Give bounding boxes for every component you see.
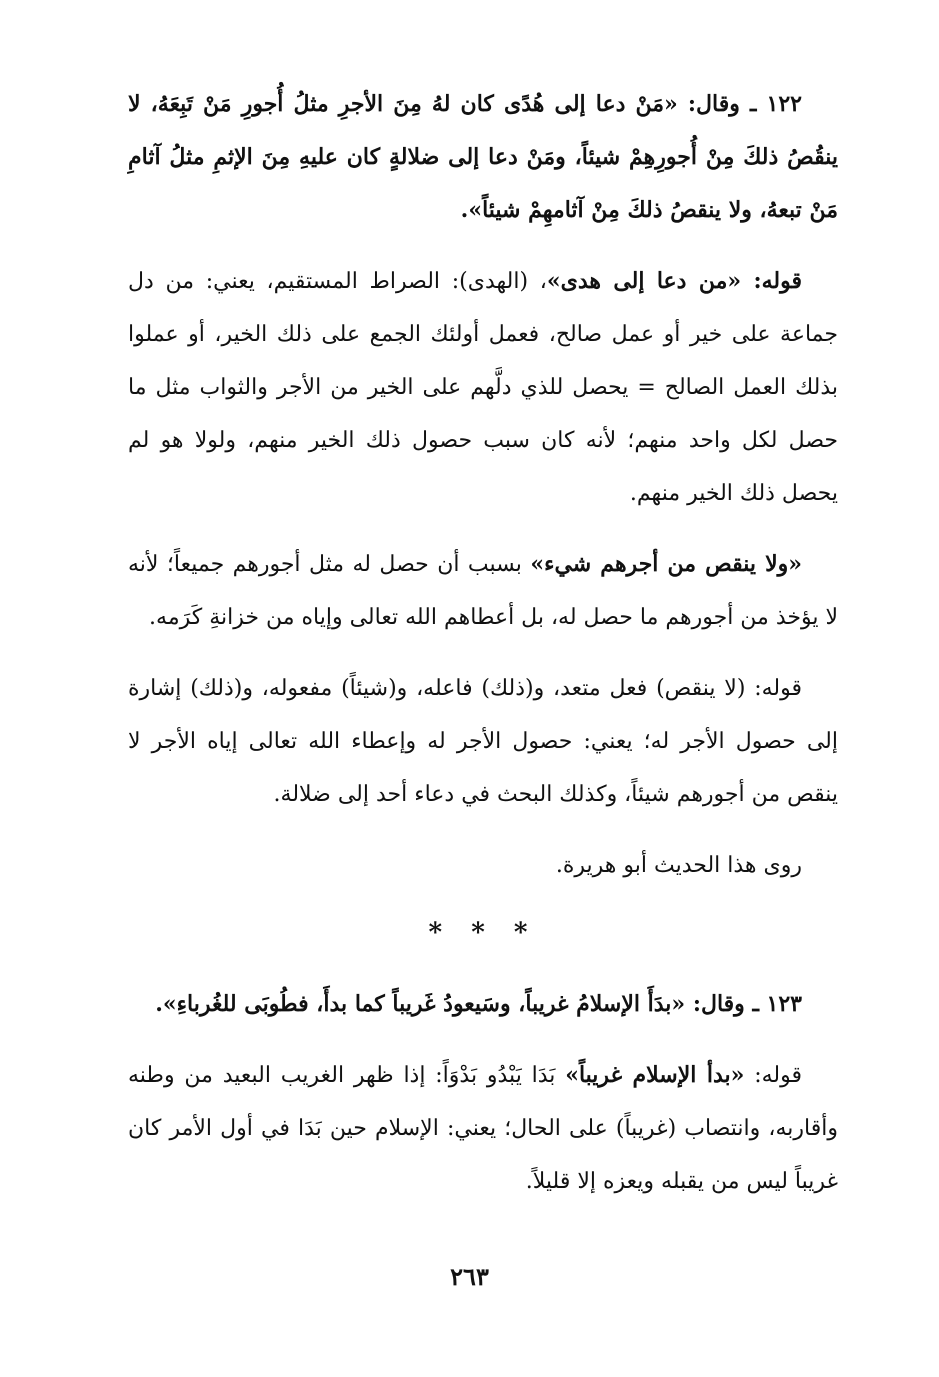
hadith-122 xyxy=(128,78,838,237)
quoted-phrase: «بدأ الإسلام غريباً» xyxy=(565,1062,745,1088)
commentary-122-paragraph-1 xyxy=(128,255,838,520)
hadith-123-text: ١٢٣ ـ وقال: «بدَأَ الإسلامُ غريباً، وسَيعودُ غَريباً كما بدأَ، فطُوبَى للغُرباءِ». xyxy=(155,991,802,1017)
commentary-text: قوله: xyxy=(744,1063,802,1088)
hadith-122-text: ١٢٢ ـ وقال: «مَنْ دعا إلى هُدًى كان لهُ مِنَ الأجرِ مثلُ أُجورِ مَنْ تَبِعَهُ، لا ينقُصُ ذلكَ مِنْ أُجورِهِمْ شيئاً، ومَنْ دعا إلى ضلالةٍ كان عليهِ مِنَ الإثمِ مثلُ آثامِ مَنْ تبعهُ، ولا ينقصُ ذلكَ مِنْ آثامهِمْ شيئاً». xyxy=(128,91,838,223)
commentary-text: بسبب أن حصل له مثل أجورهم جميعاً؛ لأنه لا يؤخذ من أجورهم ما حصل له، بل أعطاهم الله تعالى وإياه من خزانةِ كَرَمه. xyxy=(128,552,838,630)
commentary-text: قوله: (لا ينقص) فعل متعد، و(ذلك) فاعله، و(شيئاً) مفعوله، و(ذلك) إشارة إلى حصول الأجر له؛ يعني: حصول الأجر له وإعطاء الله تعالى إياه الأجر لا ينقص من أجورهم شيئاً، وكذلك البحث في دعاء أحد إلى ضلالة. xyxy=(128,676,838,807)
narrator-note: روى هذا الحديث أبو هريرة. xyxy=(555,853,802,878)
page-number: ٢٦٣ xyxy=(450,1262,489,1291)
section-separator: * * * xyxy=(428,918,538,948)
quoted-phrase: «ولا ينقص من أجرهم شيء» xyxy=(530,551,802,577)
commentary-123-paragraph-1 xyxy=(128,1049,838,1208)
quoted-phrase: قوله: «من دعا إلى هدى» xyxy=(546,268,802,294)
commentary-text: بَدَا يَبْدُو بَدْوَاً: إذا ظهر الغريب البعيد من وطنه وأقاربه، وانتصاب (غريباً) على الحال؛ يعني: الإسلام حين بَدَا في أول الأمر كان غريباً ليس من يقبله ويعزه إلا قليلاً. xyxy=(128,1063,838,1194)
hadith-123 xyxy=(128,978,838,1031)
commentary-text: ، (الهدى): الصراط المستقيم، يعني: من دل جماعة على خير أو عمل صالح، فعمل أولئك الجمع على ذلك الخير، أو عملوا بذلك العمل الصالح = يحصل للذي دلَّهم على الخير من الأجر والثواب مثل ما حصل لكل واحد منهم؛ لأنه كان سبب حصول ذلك الخير منهم، ولولا هو لم يحصل ذلك الخير منهم. xyxy=(128,269,838,506)
book-page xyxy=(128,78,838,1226)
commentary-122-paragraph-3 xyxy=(128,662,838,821)
commentary-122-paragraph-4 xyxy=(128,839,838,892)
commentary-122-paragraph-2 xyxy=(128,538,838,644)
